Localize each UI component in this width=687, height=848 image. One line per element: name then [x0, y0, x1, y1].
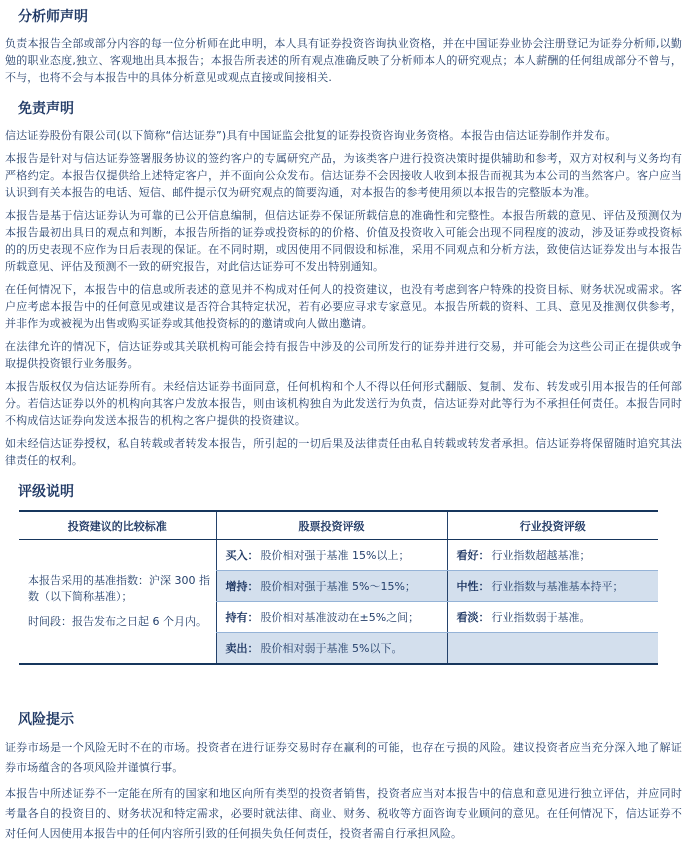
analyst-statement-paragraph: 负责本报告全部或部分内容的每一位分析师在此申明，本人具有证券投资咨询执业资格，并在中国证券业协会注册登记为证券分析师,以勤勉的职业态度,独立、客观地出具本报告；本报告所表述的所有观点准确反映了分析师本人的研究观点；本人薪酬的任何组成部分不曾与，不与，也将不会与本报告中的具体分析意见或观点直接或间接相关. — [5, 37, 682, 84]
disclaimer-paragraph-2: 本报告是针对与信达证券签署服务协议的签约客户的专属研究产品，为该类客户进行投资决策时提供辅助和参考，双方对权利与义务均有严格约定。本报告仅提供给上述特定客户，并不面向公众发布。信达证券不会因接收人收到本报告而视其为本公司的当然客户。客户应当认识到有关本报告的电话、短信、邮件提示仅为研究观点的简要沟通，对本报告的参考使用须以本报告的完整版本为准。 — [5, 152, 682, 199]
stock-rating-sell-cell — [216, 633, 447, 665]
disclaimer-paragraph-5: 在法律允许的情况下，信达证券或其关联机构可能会持有报告中涉及的公司所发行的证券并进行交易，并可能会为这些公司正在提供或争取提供投资银行业务服务。 — [5, 340, 682, 370]
industry-rating-neutral-cell — [447, 571, 658, 602]
benchmark-period-text: 时间段：报告发布之日起 6 个月内。 — [28, 615, 207, 628]
disclaimer-paragraph-6: 本报告版权仅为信达证券所有。未经信达证券书面同意，任何机构和个人不得以任何形式翻版、复制、发布、转发或引用本报告的任何部分。若信达证券以外的机构向其客户发放本报告，则由该机构独自为此发送行为负责，信达证券对此等行为不承担任何责任。本报告同时不构成信达证券向发送本报告的机构之客户提供的投资建议。 — [5, 380, 682, 427]
rating-table-header-stock: 股票投资评级 — [216, 511, 447, 540]
stock-rating-hold-cell — [216, 602, 447, 633]
section-heading-rating-explanation: 评级说明 — [18, 484, 74, 500]
rating-table-row-buy — [19, 540, 658, 571]
rating-term: 买入： — [225, 549, 259, 562]
rating-desc: 股价相对弱于基准 5%以下。 — [260, 642, 403, 655]
rating-desc: 行业指数与基准基本持平； — [491, 580, 624, 593]
rating-table — [19, 510, 658, 665]
rating-table-header-row — [19, 511, 658, 540]
rating-desc: 行业指数超越基准； — [491, 549, 591, 562]
rating-desc: 股价相对强于基准 5%～15%； — [260, 580, 416, 593]
rating-term: 中性： — [456, 580, 490, 593]
rating-table-header-benchmark: 投资建议的比较标准 — [19, 511, 216, 540]
disclaimer-paragraph-3: 本报告是基于信达证券认为可靠的已公开信息编制，但信达证券不保证所载信息的准确性和完整性。本报告所载的意见、评估及预测仅为本报告最初出具日的观点和判断，本报告所指的证券或投资标的的价格、价值及投资收入可能会出现不同程度的波动，涉及证券或投资标的的历史表现不应作为日后表现的保证。在不同时期，或因使用不同假设和标准，采用不同观点和分析方法，致使信达证券发出与本报告所载意见、评估及预测不一致的研究报告，对此信达证券可不发出特别通知。 — [5, 209, 682, 273]
rating-term: 卖出： — [225, 642, 259, 655]
industry-rating-empty-cell — [447, 633, 658, 665]
industry-rating-positive-cell — [447, 540, 658, 571]
rating-desc: 股价相对基准波动在±5%之间； — [260, 611, 420, 624]
risk-paragraph-1: 证券市场是一个风险无时不在的市场。投资者在进行证券交易时存在赢利的可能，也存在亏损的风险。建议投资者应当充分深入地了解证券市场蕴含的各项风险并谨慎行事。 — [5, 741, 682, 774]
benchmark-description-cell — [19, 540, 216, 665]
rating-term: 看淡： — [456, 611, 490, 624]
section-heading-disclaimer: 免责声明 — [18, 101, 74, 117]
risk-paragraph-2: 本报告中所述证券不一定能在所有的国家和地区向所有类型的投资者销售，投资者应当对本报告中的信息和意见进行独立评估，并应同时考量各自的投资目的、财务状况和特定需求，必要时就法律、商业、财务、税收等方面咨询专业顾问的意见。在任何情况下，信达证券不对任何人因使用本报告中的任何内容所引致的任何损失负任何责任，投资者需自行承担风险。 — [5, 787, 682, 840]
rating-term: 看好： — [456, 549, 490, 562]
stock-rating-buy-cell — [216, 540, 447, 571]
rating-term: 持有： — [225, 611, 259, 624]
rating-table-header-industry: 行业投资评级 — [447, 511, 658, 540]
benchmark-index-text: 本报告采用的基准指数：沪深 300 指数（以下简称基准）； — [28, 574, 210, 603]
rating-desc: 股价相对强于基准 15%以上； — [260, 549, 410, 562]
rating-desc: 行业指数弱于基准。 — [491, 611, 591, 624]
industry-rating-negative-cell — [447, 602, 658, 633]
disclaimer-paragraph-4: 在任何情况下，本报告中的信息或所表述的意见并不构成对任何人的投资建议，也没有考虑到客户特殊的投资目标、财务状况或需求。客户应考虑本报告中的任何意见或建议是否符合其特定状况，若有必要应寻求专家意见。本报告所载的资料、工具、意见及推测仅供参考，并非作为或被视为出售或购买证券或其他投资标的的邀请或向人做出邀请。 — [5, 283, 682, 330]
rating-term: 增持： — [225, 580, 259, 593]
section-heading-analyst-statement: 分析师声明 — [18, 9, 88, 25]
section-heading-risk-warning: 风险提示 — [18, 712, 74, 728]
disclaimer-paragraph-7: 如未经信达证券授权，私自转载或者转发本报告，所引起的一切后果及法律责任由私自转载或转发者承担。信达证券将保留随时追究其法律责任的权利。 — [5, 437, 682, 467]
disclaimer-paragraph-1: 信达证券股份有限公司(以下简称“信达证券”)具有中国证监会批复的证券投资咨询业务资格。本报告由信达证券制作并发布。 — [5, 129, 617, 142]
stock-rating-overweight-cell — [216, 571, 447, 602]
